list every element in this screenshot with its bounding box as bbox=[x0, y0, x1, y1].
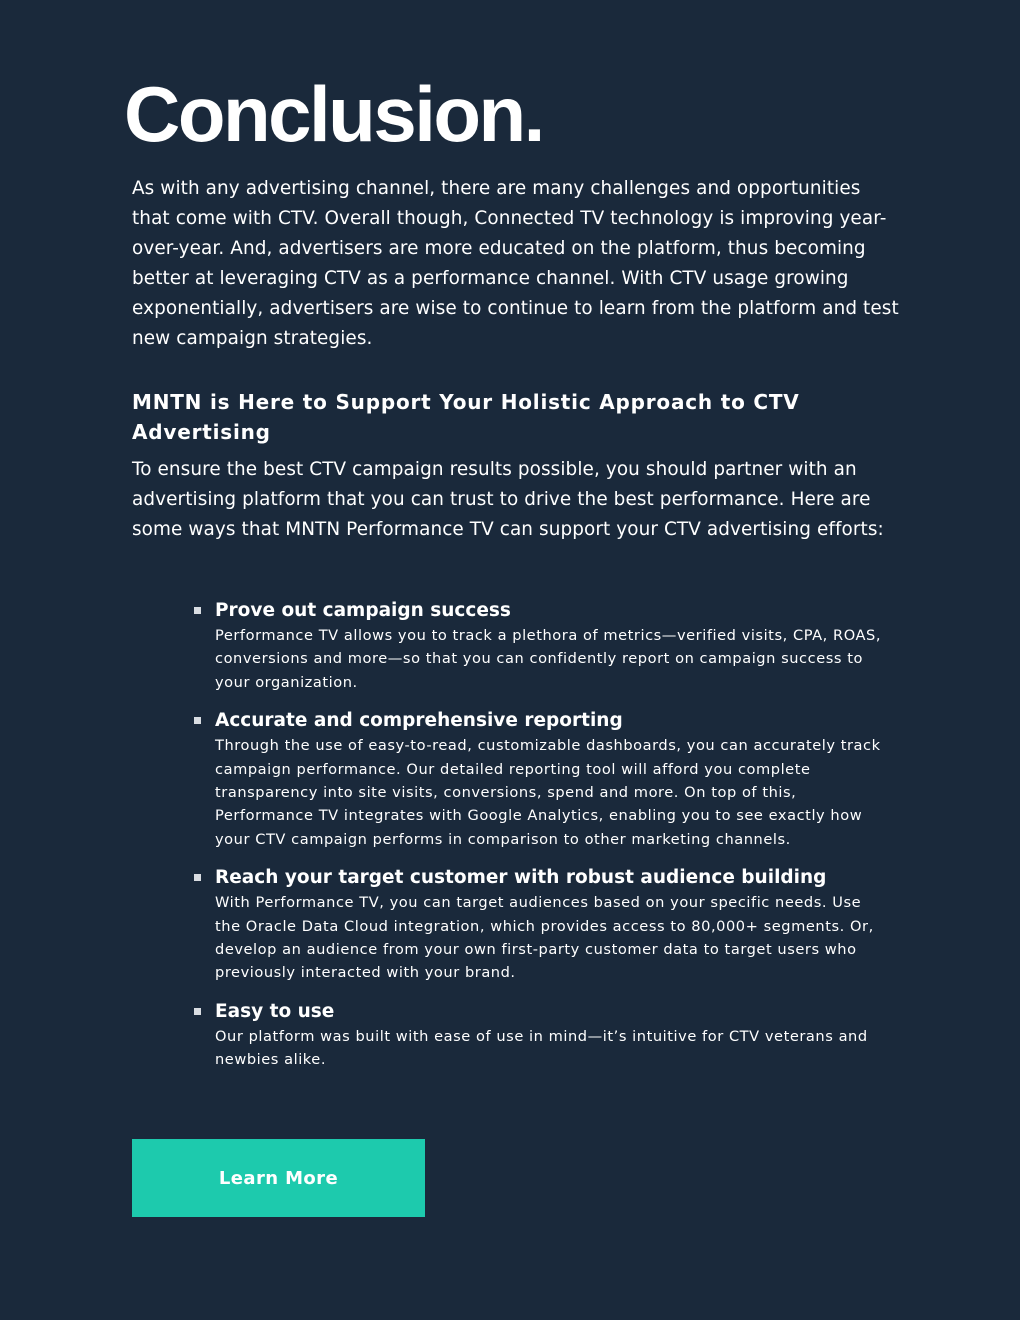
learn-more-button[interactable]: Learn More bbox=[132, 1139, 425, 1217]
feature-item-easy-to-use bbox=[194, 999, 884, 1072]
square-bullet-icon bbox=[194, 717, 201, 724]
feature-title: Easy to use bbox=[215, 1000, 335, 1022]
square-bullet-icon bbox=[194, 1008, 201, 1015]
feature-list bbox=[194, 598, 884, 1086]
page-title: Conclusion. bbox=[124, 70, 543, 158]
feature-title: Prove out campaign success bbox=[215, 600, 511, 621]
feature-title: Reach your target customer with robust audience building bbox=[215, 867, 827, 889]
feature-description: Performance TV allows you to track a plethora of metrics—verified visits, CPA, ROAS, conversions and more—so that you can confidently report on campaign success to your organization. bbox=[215, 627, 882, 691]
support-paragraph: To ensure the best CTV campaign results possible, you should partner with an advertising platform that you can trust to drive the best performance. Here are some ways that MNTN Performance TV can support your CTV advertising efforts: bbox=[132, 459, 884, 540]
intro-paragraph: As with any advertising channel, there are many challenges and opportunities that come with CTV. Overall though, Connected TV technology is improving year-over-year. And, advertisers are more educated on the platform, thus becoming better at leveraging CTV as a performance channel. With CTV usage growing exponentially, advertisers are wise to continue to learn from the platform and test new campaign strategies. bbox=[132, 178, 899, 349]
section-heading: MNTN is Here to Support Your Holistic Approach to CTV Advertising bbox=[132, 390, 800, 444]
feature-item-campaign-success bbox=[194, 598, 884, 694]
feature-description: Through the use of easy-to-read, customizable dashboards, you can accurately track campaign performance. Our detailed reporting tool will afford you complete transparency into site visits, conversions, spend and more. On top of this, Performance TV integrates with Google Analytics, enabling you to see exactly how your CTV campaign performs in comparison to other marketing channels. bbox=[215, 737, 881, 848]
feature-description: With Performance TV, you can target audiences based on your specific needs. Use the Oracle Data Cloud integration, which provides access to 80,000+ segments. Or, develop an audience from your own first-party customer data to target users who previously interacted with your brand. bbox=[215, 894, 874, 982]
square-bullet-icon bbox=[194, 607, 201, 614]
feature-description: Our platform was built with ease of use in mind—it’s intuitive for CTV veterans and newbies alike. bbox=[215, 1027, 868, 1069]
feature-item-audience-building bbox=[194, 865, 884, 985]
feature-title: Accurate and comprehensive reporting bbox=[215, 710, 623, 732]
feature-item-reporting bbox=[194, 708, 884, 851]
square-bullet-icon bbox=[194, 874, 201, 881]
